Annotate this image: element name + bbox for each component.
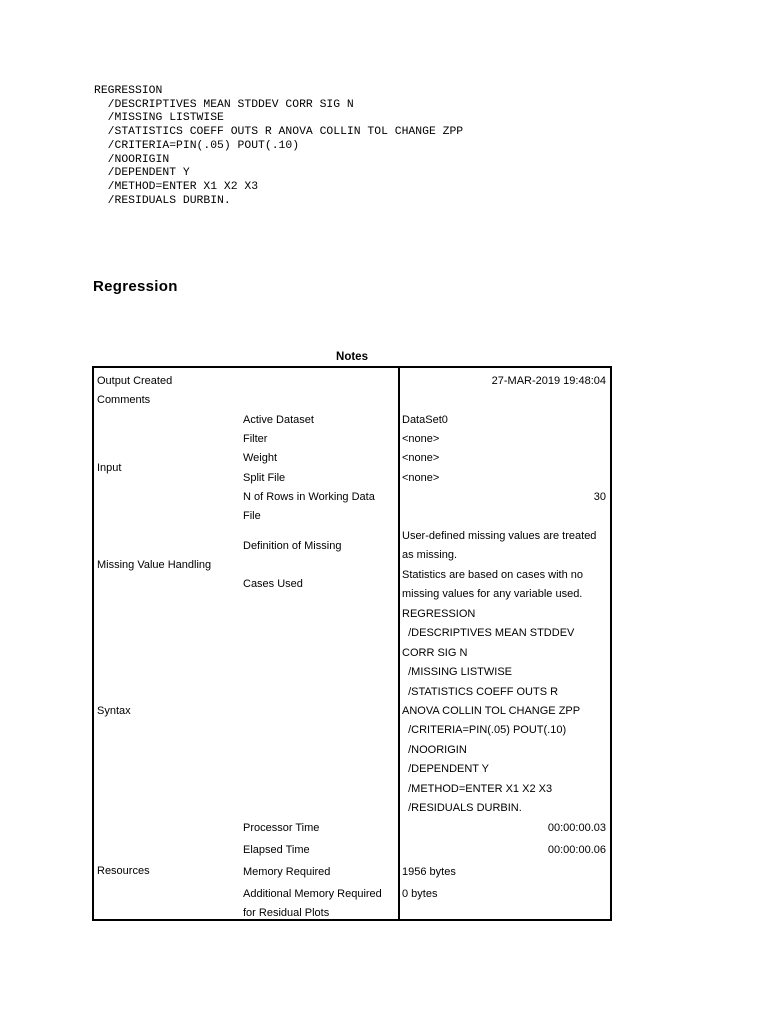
input-label: Input xyxy=(97,462,122,474)
syntax-command-block: REGRESSION /DESCRIPTIVES MEAN STDDEV CORR SIG N /MISSING LISTWISE /STATISTICS COEFF OUTS R ANOVA COLLIN TOL CHANGE ZPP /CRITERIA=PIN(.05) POUT(.10) /NOORIGIN /DEPENDENT Y /METHOD=ENTER X1 X2 X3 /RESIDUALS DURBIN. xyxy=(94,85,464,207)
active-dataset-value: DataSet0 xyxy=(402,414,448,426)
missing-value-handling-label: Missing Value Handling xyxy=(97,559,212,571)
notes-table xyxy=(92,366,612,921)
filter-label: Filter xyxy=(243,433,268,445)
output-created-value: 27-MAR-2019 19:48:04 xyxy=(491,375,606,387)
weight-value: <none> xyxy=(402,452,440,464)
syntax-label: Syntax xyxy=(97,705,131,717)
filter-value: <none> xyxy=(402,433,440,445)
cases-used-value: Statistics are based on cases with no missing values for any variable used. xyxy=(402,569,583,601)
memory-required-label: Memory Required xyxy=(243,866,331,878)
split-file-value: <none> xyxy=(402,472,440,484)
syntax-value: REGRESSION /DESCRIPTIVES MEAN STDDEV CORR SIG N /MISSING LISTWISE /STATISTICS COEFF OUTS R ANOVA COLLIN TOL CHANGE ZPP /CRITERIA=PIN(.05) POUT(.10) /NOORIGIN /DEPENDENT Y /METHOD=ENTER X1 X2 X3 /RESIDUALS DURBIN. xyxy=(402,608,581,815)
n-rows-label: N of Rows in Working Data File xyxy=(243,491,375,523)
column-divider xyxy=(398,368,400,919)
cases-used-label: Cases Used xyxy=(243,578,303,590)
processor-time-value: 00:00:00.03 xyxy=(547,822,606,834)
n-rows-value: 30 xyxy=(593,491,606,503)
weight-label: Weight xyxy=(243,452,278,464)
resources-label: Resources xyxy=(97,865,150,877)
section-title: Regression xyxy=(93,278,178,295)
active-dataset-label: Active Dataset xyxy=(243,414,314,426)
output-created-label: Output Created xyxy=(97,375,173,387)
elapsed-time-value: 00:00:00.06 xyxy=(547,844,606,856)
notes-table-title: Notes xyxy=(336,351,368,363)
processor-time-label: Processor Time xyxy=(243,822,320,834)
memory-required-value: 1956 bytes xyxy=(402,866,456,878)
comments-label: Comments xyxy=(97,394,151,406)
additional-memory-value: 0 bytes xyxy=(402,888,438,900)
elapsed-time-label: Elapsed Time xyxy=(243,844,310,856)
definition-of-missing-label: Definition of Missing xyxy=(243,540,342,552)
additional-memory-label: Additional Memory Required for Residual Plots xyxy=(243,888,382,920)
split-file-label: Split File xyxy=(243,472,286,484)
definition-of-missing-value: User-defined missing values are treated as missing. xyxy=(402,530,597,562)
